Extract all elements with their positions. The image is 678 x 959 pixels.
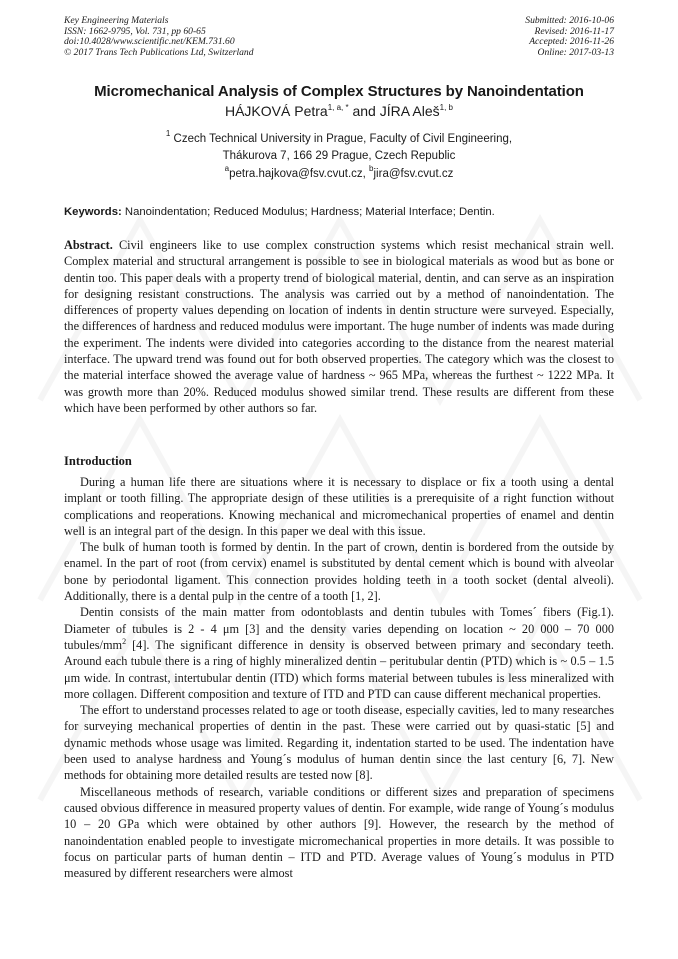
- abstract: [64, 237, 614, 416]
- affiliation-line-1: Czech Technical University in Prague, Faculty of Civil Engineering,: [170, 133, 513, 145]
- affiliation-line-2: Thákurova 7, 166 29 Prague, Czech Republic: [222, 149, 456, 162]
- superscript: 2: [122, 636, 127, 646]
- journal-info: [64, 16, 254, 58]
- author-2-affiliation-marker: 1, b: [439, 103, 453, 112]
- affiliation: [0, 131, 678, 164]
- author-connector: and: [348, 103, 380, 119]
- author-line: [0, 103, 678, 119]
- submitted-date: Submitted: 2016-10-06: [525, 15, 614, 26]
- issn-line: ISSN: 1662-9795, Vol. 731, pp 60-65: [64, 25, 206, 37]
- paragraph: The effort to understand processes related to age or tooth disease, especially cavities, led to many researches for surveying mechanical properties of dentin in the past. These were carried out by quasi-static [5] and dynamic methods whose usage was limited. Regarding it, indentation started to be used. The indentation have been used to analyse hardness and Young´s modulus of human dentin since the last century [6, 7]. New methods for obtaining more detailed results are tested now [8].: [64, 703, 614, 783]
- abstract-text: Civil engineers like to use complex construction systems which resist mechanical strain well. Complex material and structural arrangement is possible to see in biological materials as wood but as bone or dentin too. This paper deals with a property trend of biological material, dentin, and can serve as an inspiration for designing resistant constructions. The analysis was carried out by a method of nanoindentation. The differences of property values depending on location of indents in dentin structure were surveyed. Especially, the differences of hardness and reduced modulus were important. The huge number of indents was made during the experiment. The indents were divided into categories according to the distance from the nearest material interface. The upward trend was found out for both observed properties. The category which was the closest to the material interface showed the average value of hardness ~ 965 MPa, whereas the furthest ~ 1222 MPa. It was growth more than 20%. Reduced modulus showed similar trend. These results are different from these which have been performed by other authors so far.: [64, 238, 614, 415]
- author-emails: [0, 164, 678, 180]
- paragraph-part: Dentin consists of the main matter from odontoblasts and dentin tubules with Tomes´ fibers (Fig.1). Diameter of tubules is 2 - 4 μm [3] and the density varies depending on location ~ 20 000 – 70 000 tubules/mm: [64, 605, 614, 652]
- paper-title: Micromechanical Analysis of Complex Structures by Nanoindentation: [94, 83, 584, 100]
- email-a: petra.hajkova@fsv.cvut.cz,: [229, 168, 370, 180]
- publication-dates: [525, 16, 614, 58]
- author-1: HÁJKOVÁ Petra: [224, 103, 328, 119]
- keywords: [64, 206, 624, 218]
- author-1-affiliation-marker: 1, a, *: [327, 103, 349, 112]
- revised-date: Revised: 2016-11-17: [534, 25, 614, 37]
- journal-name: Key Engineering Materials: [64, 15, 169, 26]
- paragraph: Miscellaneous methods of research, variable conditions or different sizes and preparation of specimens caused obvious difference in measured property values of dentin. For example, wide range of Young´s modulus 10 – 20 GPa which were obtained by other authors [9]. However, the research by the method of nanoindentation enabled people to investigate micromechanical properties in more details. It was possible to focus on particular parts of human dentin – ITD and PTD. Average values of Young´s modulus in PTD measured by different researchers were almost: [64, 784, 614, 881]
- paragraph: [64, 604, 614, 702]
- abstract-label: Abstract.: [64, 238, 113, 252]
- paragraph-part: [4]. The significant difference in density is observed between primary and secondary teeth. Around each tubule there is a ring of highly mineralized dentin – peritubular dentin (PTD) which is ~ 0.5 – 1.5 μm wide. In contrast, intertubular dentin (ITD) which forms material between tubules is less mineralized with more collagen. Different composition and texture of ITD and PTD can cause different mechanical properties.: [64, 637, 614, 701]
- online-date: Online: 2017-03-13: [537, 46, 614, 58]
- copyright-line: © 2017 Trans Tech Publications Ltd, Switzerland: [64, 46, 254, 58]
- email-b: jira@fsv.cvut.cz: [373, 168, 454, 180]
- paragraph: During a human life there are situations where it is necessary to displace or fix a tooth using a dental implant or tooth filling. The appropriate design of these utilities is a prerequisite of a right function without complications and reoperations. Knowing mechanical and micromechanical properties of enamel and dentin well is an integral part of the design. In this paper we deal with this issue.: [64, 475, 614, 538]
- keywords-text: Nanoindentation; Reduced Modulus; Hardness; Material Interface; Dentin.: [121, 206, 495, 218]
- accepted-date: Accepted: 2016-11-26: [529, 36, 614, 48]
- introduction-body: [64, 474, 614, 881]
- introduction-heading: Introduction: [64, 454, 132, 468]
- email-b-marker: b: [369, 164, 374, 173]
- email-a-marker: a: [224, 164, 230, 173]
- paragraph: The bulk of human tooth is formed by dentin. In the part of crown, dentin is bordered from the outside by enamel. In the part of root (from cervix) enamel is substituted by dental cement which is bound with alveolar bone by periodontal ligament. This connection provides holding teeth in a tooth socket (dental alveoli). Additionally, there is a dental pulp in the centre of a tooth [1, 2].: [64, 540, 614, 604]
- affiliation-marker: 1: [165, 129, 171, 138]
- keywords-label: Keywords:: [64, 206, 122, 218]
- author-2: JÍRA Aleš: [379, 103, 440, 119]
- doi-line: doi:10.4028/www.scientific.net/KEM.731.60: [64, 36, 235, 48]
